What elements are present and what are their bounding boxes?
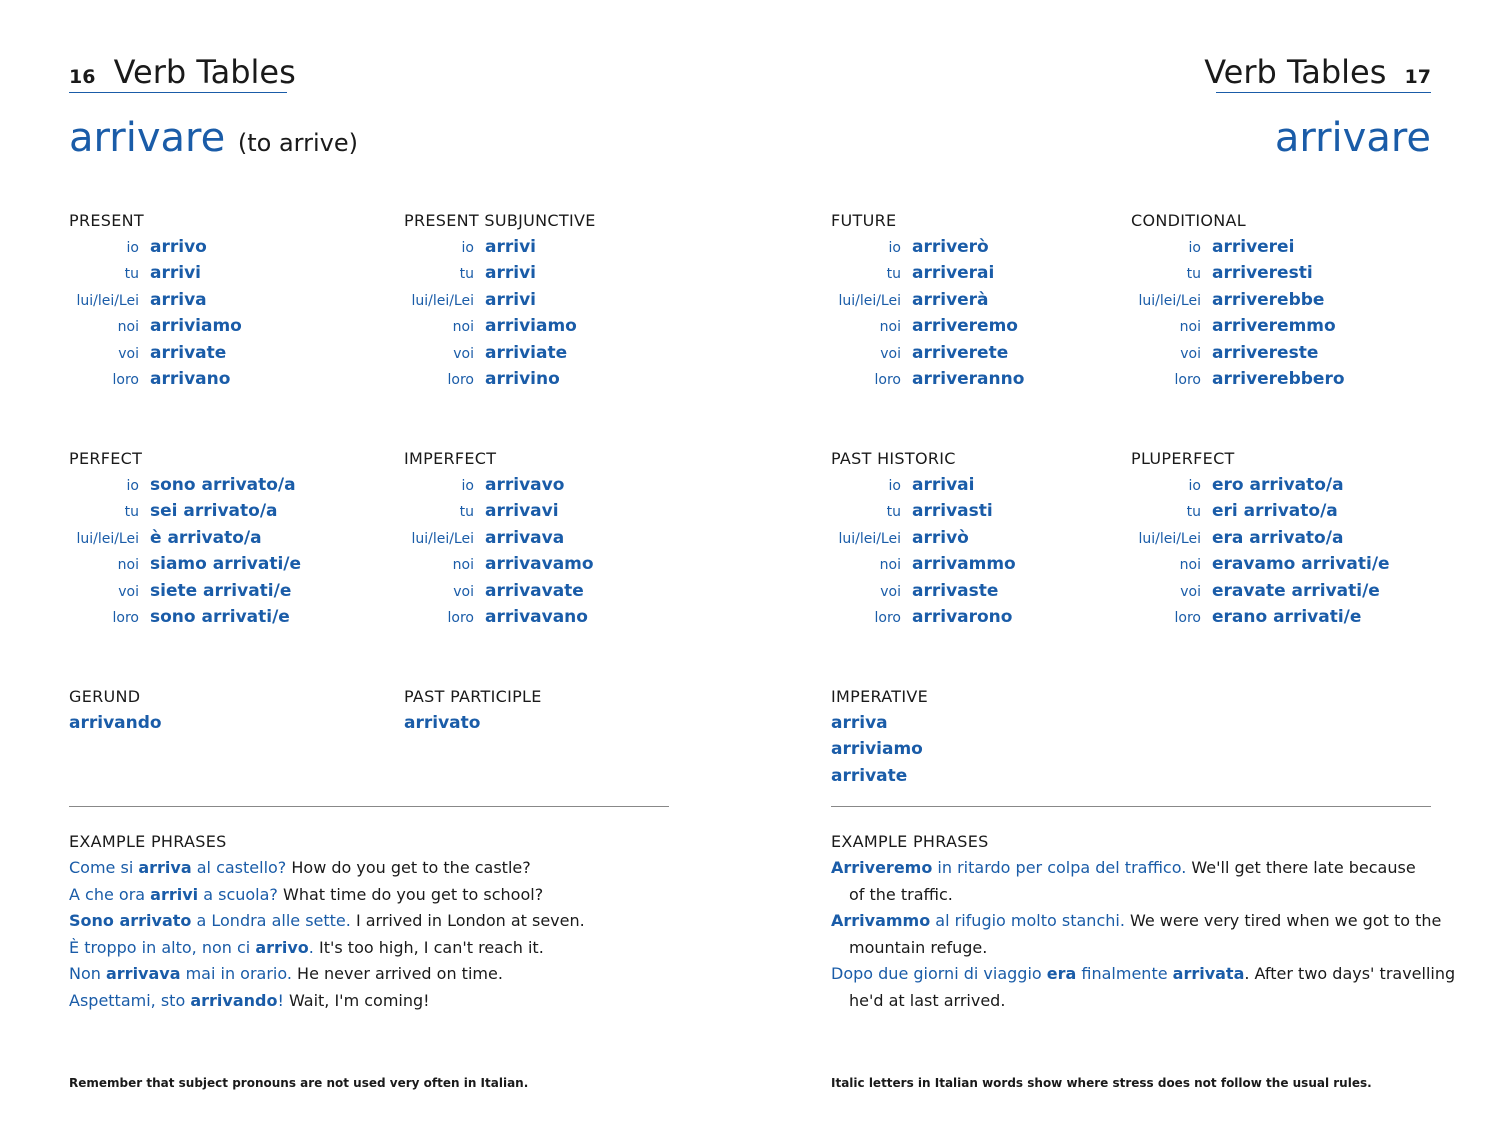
pronoun: lui/lei/Lei — [411, 530, 474, 547]
tense-future — [831, 208, 1024, 392]
example-phrase — [69, 908, 585, 935]
tense-label: PLUPERFECT — [1131, 449, 1235, 468]
english-translation: Wait, I'm coming! — [283, 990, 430, 1010]
english-translation: He never arrived on time. — [291, 964, 503, 983]
left-example-phrases — [69, 829, 585, 1014]
verb-form: arriviamo — [150, 316, 242, 337]
conjugation-row — [69, 234, 242, 260]
pronoun: tu — [886, 266, 901, 283]
conjugation-row — [1131, 551, 1390, 577]
conjugation-row — [404, 340, 596, 366]
verb-form: arriverebbero — [1212, 368, 1345, 389]
imperative-form: arriva — [831, 713, 888, 733]
verb-form: sono arrivati/e — [150, 606, 290, 627]
verb-form: arriveranno — [912, 368, 1025, 389]
conjugation-row — [831, 260, 1024, 286]
pronoun: voi — [453, 345, 474, 362]
conjugation-row — [69, 287, 242, 313]
conjugation-row — [831, 313, 1024, 339]
pronoun: io — [126, 478, 139, 494]
conjugation-row — [404, 578, 594, 604]
italian-verb: arrivata — [1172, 964, 1245, 983]
right-example-phrases — [831, 829, 1455, 1014]
italian-text: mai in orario. — [180, 964, 292, 983]
left-divider — [69, 806, 669, 807]
example-phrases-label: EXAMPLE PHRASES — [831, 832, 989, 851]
conjugation-row — [831, 551, 1016, 577]
verb-form: arrivate — [150, 342, 227, 363]
tense-label: PRESENT SUBJUNCTIVE — [404, 211, 596, 230]
imperative-block — [831, 684, 928, 789]
italian-text: ! — [277, 990, 284, 1010]
verb-form: arriva — [150, 289, 207, 310]
verb-form: arriveremo — [912, 316, 1018, 337]
pronoun: loro — [447, 609, 474, 626]
pronoun: loro — [1174, 609, 1201, 626]
conjugation-row — [1131, 287, 1345, 313]
pronoun: noi — [1179, 557, 1201, 574]
conjugation-row — [404, 498, 594, 524]
verb-form: eravamo arrivati/e — [1212, 554, 1390, 575]
conjugation-row — [1131, 366, 1345, 392]
italian-verb: arriva — [138, 858, 192, 877]
gerund-form: arrivando — [69, 713, 162, 733]
pronoun: io — [461, 240, 474, 256]
conjugation-row — [404, 287, 596, 313]
right-footnote: Italic letters in Italian words show where stress does not follow the usual rules. — [831, 1076, 1372, 1090]
conjugation-row — [1131, 498, 1390, 524]
pronoun: noi — [1179, 319, 1201, 336]
conjugation-row — [1131, 472, 1390, 498]
verb-form: arrivo — [150, 237, 207, 257]
pronoun: voi — [1180, 583, 1201, 600]
conjugation-row — [1131, 578, 1390, 604]
pronoun: loro — [112, 371, 139, 388]
italian-verb: era — [1046, 964, 1077, 983]
example-phrase — [69, 882, 585, 909]
gerund-label: GERUND — [69, 687, 141, 706]
pronoun: io — [1188, 240, 1201, 256]
verb-form: siamo arrivati/e — [150, 554, 302, 575]
pronoun: io — [888, 478, 901, 494]
conjugation-row — [831, 340, 1024, 366]
conjugation-row — [831, 498, 1016, 524]
left-footnote: Remember that subject pronouns are not used very often in Italian. — [69, 1076, 529, 1090]
english-translation: mountain refuge. — [849, 937, 988, 957]
verb-form: arrivi — [485, 237, 536, 257]
verb-form: arrivavamo — [485, 554, 594, 575]
verb-form: arrivano — [150, 368, 231, 389]
conjugation-row — [831, 366, 1024, 392]
tense-imperfect — [404, 446, 594, 630]
pronoun: lui/lei/Lei — [76, 292, 139, 309]
verb-form: arrivino — [485, 368, 560, 389]
example-phrase — [831, 855, 1455, 882]
pronoun: noi — [117, 557, 139, 574]
tense-pluperfect — [1131, 446, 1390, 630]
conjugation-row — [404, 551, 594, 577]
pronoun: noi — [452, 319, 474, 336]
pronoun: loro — [112, 609, 139, 626]
pronoun: voi — [118, 583, 139, 600]
pronoun: lui/lei/Lei — [411, 292, 474, 309]
verb-form: eri arrivato/a — [1212, 501, 1338, 522]
italian-text: al rifugio molto stanchi. — [930, 911, 1125, 930]
conjugation-row — [1131, 525, 1390, 551]
pronoun: io — [1188, 478, 1201, 494]
english-translation: I arrived in London at seven. — [350, 911, 585, 930]
pronoun: tu — [124, 266, 139, 283]
pronoun: loro — [447, 371, 474, 388]
pronoun: lui/lei/Lei — [76, 530, 139, 547]
past-participle-block — [404, 684, 542, 736]
conjugation-row — [69, 551, 301, 577]
italian-verb: Sono arrivato — [69, 911, 192, 930]
verb-infinitive: arrivare — [69, 115, 226, 161]
example-phrase — [69, 855, 585, 882]
italian-text: Aspettami, sto — [69, 990, 191, 1010]
past-participle-label: PAST PARTICIPLE — [404, 687, 542, 706]
conjugation-row — [831, 234, 1024, 260]
conjugation-row — [69, 525, 301, 551]
verb-form: arrivavano — [485, 606, 588, 627]
pronoun: voi — [1180, 345, 1201, 362]
verb-form: arriverò — [912, 237, 989, 257]
english-translation: of the traffic. — [849, 884, 953, 904]
verb-form: sono arrivato/a — [150, 475, 296, 495]
pronoun: lui/lei/Lei — [838, 292, 901, 309]
imperative-form: arrivate — [831, 765, 908, 786]
conjugation-row — [404, 313, 596, 339]
italian-text: È troppo in alto, non ci — [69, 937, 256, 957]
pronoun: tu — [459, 266, 474, 283]
verb-form: arrivereste — [1212, 342, 1319, 363]
verb-form: arrivò — [912, 527, 969, 548]
verb-form: sei arrivato/a — [150, 501, 278, 522]
conjugation-row — [1131, 340, 1345, 366]
verb-form: arriverebbe — [1212, 289, 1325, 310]
verb-form: arrivasti — [912, 501, 993, 522]
verb-form: erano arrivati/e — [1212, 606, 1362, 627]
example-phrase — [69, 935, 585, 962]
left-header-underline — [69, 92, 287, 93]
italian-verb: arrivando — [190, 990, 278, 1010]
pronoun: lui/lei/Lei — [1138, 530, 1201, 547]
conjugation-row — [69, 498, 301, 524]
conjugation-row — [69, 604, 301, 630]
verb-form: arriverete — [912, 342, 1009, 363]
italian-text: Non — [69, 964, 106, 983]
pronoun: loro — [1174, 371, 1201, 388]
tense-label: PAST HISTORIC — [831, 449, 956, 468]
conjugation-row — [831, 604, 1016, 630]
verb-form: arrivavi — [485, 501, 559, 522]
left-page-number: 16 — [69, 66, 96, 88]
conjugation-row — [831, 287, 1024, 313]
pronoun: tu — [124, 504, 139, 521]
example-phrase-continuation — [831, 882, 1455, 909]
italian-text: a Londra alle sette. — [191, 911, 351, 930]
verb-form: siete arrivati/e — [150, 580, 292, 601]
tense-perfect — [69, 446, 301, 630]
english-translation: We'll get there late because — [1186, 858, 1416, 877]
imperative-label: IMPERATIVE — [831, 687, 928, 706]
conjugation-row — [69, 472, 301, 498]
verb-form: arrivarono — [912, 606, 1013, 627]
italian-verb: arrivo — [255, 937, 309, 957]
verb-form: arriviate — [485, 342, 568, 363]
conjugation-row — [404, 366, 596, 392]
verb-form: arrivammo — [912, 554, 1016, 575]
english-translation: How do you get to the castle? — [286, 858, 531, 877]
tense-present — [69, 208, 242, 392]
verb-form: arriveremmo — [1212, 316, 1336, 337]
italian-text: . — [308, 937, 314, 957]
conjugation-row — [404, 604, 594, 630]
left-header-title: Verb Tables — [113, 53, 296, 91]
imperative-form: arriviamo — [831, 739, 923, 760]
verb-form: era arrivato/a — [1212, 527, 1344, 548]
pronoun: noi — [879, 319, 901, 336]
conjugation-row — [831, 525, 1016, 551]
italian-text: A che ora — [69, 884, 151, 904]
pronoun: voi — [118, 345, 139, 362]
tense-label: FUTURE — [831, 211, 897, 230]
verb-form: arriverai — [912, 263, 995, 284]
italian-verb: Arrivammo — [831, 911, 931, 930]
conjugation-row — [831, 578, 1016, 604]
tense-label: IMPERFECT — [404, 449, 497, 468]
english-translation: What time do you get to school? — [277, 884, 544, 904]
conjugation-row — [1131, 234, 1345, 260]
italian-text: Come si — [69, 858, 139, 877]
example-phrase-continuation — [831, 935, 1455, 962]
right-page-header — [1204, 54, 1431, 95]
gerund-block — [69, 684, 162, 736]
conjugation-row — [404, 260, 596, 286]
right-page-number: 17 — [1404, 66, 1431, 88]
pronoun: io — [126, 240, 139, 256]
right-verb-title — [1275, 115, 1431, 161]
conjugation-row — [1131, 313, 1345, 339]
english-translation: . After two days' travelling — [1244, 964, 1456, 983]
conjugation-row — [1131, 260, 1345, 286]
tense-past-historic — [831, 446, 1016, 630]
pronoun: tu — [1186, 266, 1201, 283]
example-phrase — [831, 961, 1455, 988]
pronoun: loro — [874, 371, 901, 388]
italian-verb: Arriveremo — [831, 858, 933, 877]
example-phrase — [69, 961, 585, 988]
pronoun: voi — [453, 583, 474, 600]
italian-text: in ritardo per colpa del traffico. — [932, 858, 1187, 877]
verb-form: arriverei — [1212, 237, 1295, 257]
tense-label: PRESENT — [69, 211, 144, 230]
left-verb-title — [69, 115, 358, 166]
verb-form: arrivaste — [912, 580, 999, 601]
italian-verb: arrivava — [105, 964, 181, 983]
pronoun: noi — [117, 319, 139, 336]
pronoun: io — [888, 240, 901, 256]
verb-form: arriveresti — [1212, 263, 1313, 284]
verb-form: arrivavate — [485, 580, 584, 601]
conjugation-row — [404, 525, 594, 551]
conjugation-row — [404, 472, 594, 498]
right-header-underline — [1216, 92, 1431, 93]
italian-text: finalmente — [1076, 964, 1173, 983]
pronoun: voi — [880, 583, 901, 600]
pronoun: tu — [459, 504, 474, 521]
pronoun: tu — [886, 504, 901, 521]
english-translation: he'd at last arrived. — [849, 990, 1006, 1010]
verb-meaning: (to arrive) — [237, 129, 358, 157]
conjugation-row — [1131, 604, 1390, 630]
verb-form: arrivavo — [485, 475, 565, 495]
italian-verb: arrivi — [150, 884, 199, 904]
right-divider — [831, 806, 1431, 807]
verb-form: arrivi — [150, 263, 201, 284]
verb-infinitive: arrivare — [1274, 115, 1431, 161]
example-phrase-continuation — [831, 988, 1455, 1015]
pronoun: lui/lei/Lei — [838, 530, 901, 547]
conjugation-row — [69, 366, 242, 392]
example-phrase — [69, 988, 585, 1015]
verb-form: è arrivato/a — [150, 527, 262, 548]
conjugation-row — [69, 578, 301, 604]
right-header-title: Verb Tables — [1204, 53, 1387, 91]
conjugation-row — [69, 340, 242, 366]
verb-form: ero arrivato/a — [1212, 475, 1344, 495]
verb-form: arrivi — [485, 263, 536, 284]
left-page-header — [69, 54, 296, 95]
verb-form: eravate arrivati/e — [1212, 580, 1380, 601]
pronoun: io — [461, 478, 474, 494]
italian-text: Dopo due giorni di viaggio — [831, 964, 1047, 983]
conjugation-row — [69, 260, 242, 286]
pronoun: tu — [1186, 504, 1201, 521]
tense-conditional — [1131, 208, 1345, 392]
pronoun: noi — [452, 557, 474, 574]
italian-text: al castello? — [191, 858, 287, 877]
pronoun: loro — [874, 609, 901, 626]
english-translation: It's too high, I can't reach it. — [313, 937, 544, 957]
english-translation: We were very tired when we got to the — [1124, 911, 1442, 930]
tense-label: CONDITIONAL — [1131, 211, 1246, 230]
conjugation-row — [404, 234, 596, 260]
pronoun: noi — [879, 557, 901, 574]
past-participle-form: arrivato — [404, 713, 481, 733]
example-phrase — [831, 908, 1455, 935]
verb-form: arrivai — [912, 475, 975, 495]
conjugation-row — [831, 472, 1016, 498]
pronoun: lui/lei/Lei — [1138, 292, 1201, 309]
conjugation-row — [69, 313, 242, 339]
pronoun: voi — [880, 345, 901, 362]
verb-form: arriverà — [912, 289, 989, 310]
italian-text: a scuola? — [198, 884, 278, 904]
example-phrases-label: EXAMPLE PHRASES — [69, 832, 227, 851]
verb-form: arriviamo — [485, 316, 577, 337]
tense-label: PERFECT — [69, 449, 143, 468]
verb-form: arrivi — [485, 289, 536, 310]
tense-present-subjunctive — [404, 208, 596, 392]
verb-form: arrivava — [485, 527, 565, 548]
